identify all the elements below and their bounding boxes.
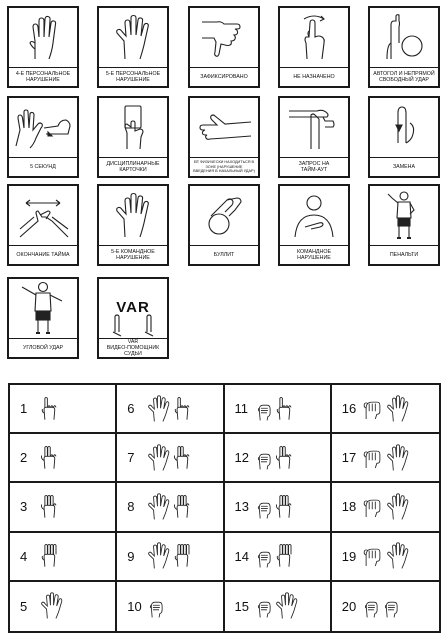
card-label: НАРУШЕНИЕ [297, 255, 331, 261]
number-cell [332, 385, 439, 434]
hand-signs [255, 444, 293, 472]
substitution-icon [370, 98, 438, 158]
hand-signs [255, 592, 299, 620]
card-label: ПЕНАЛЬТИ [389, 252, 419, 258]
number-label: 18 [341, 499, 357, 515]
hand-sign-icon [147, 542, 171, 570]
hand-signs [40, 493, 58, 521]
card-var [97, 277, 169, 359]
open-hand-icon [99, 186, 167, 246]
card-label: 4-Е ПЕРСОНАЛЬНОЕ [15, 71, 71, 77]
chest-hand-icon [280, 186, 348, 246]
card-label: НАРУШЕНИЕ [116, 77, 150, 83]
hand-sign-icon [255, 494, 273, 520]
open-hand-icon [99, 8, 167, 68]
card-label: ЗОНЕ (НАРУШЕНИЕ [205, 164, 243, 169]
card-label: 5-Е ПЕРСОНАЛЬНОЕ [105, 71, 161, 77]
hand-sign-icon [173, 444, 191, 472]
hand-sign-icon [362, 445, 384, 471]
card-5-seconds [7, 96, 79, 178]
number-label: 10 [127, 598, 142, 614]
card-team-foul [278, 184, 350, 266]
card-4th-personal-foul [7, 6, 79, 88]
hand-sign-icon [362, 593, 380, 619]
hand-signs [40, 592, 64, 620]
number-label: 1 [20, 401, 28, 417]
card-label: КАРТОЧКИ [119, 167, 147, 173]
card-label: ЗАФИКСИРОВАНО [200, 74, 248, 80]
card-label: КОМАНДНОЕ [297, 249, 331, 255]
card-penalty [368, 184, 440, 266]
hand-sign-icon [362, 396, 384, 422]
number-cell [332, 434, 439, 483]
number-label: 11 [234, 401, 248, 417]
number-label: 20 [341, 598, 357, 614]
hand-signs [147, 395, 191, 423]
hand-sign-icon [386, 395, 410, 423]
card-label: 5 СЕКУНД [30, 164, 56, 170]
number-label: 15 [234, 598, 249, 614]
hand-signs [40, 444, 58, 472]
card-label: ЗАМЕНА [392, 164, 416, 170]
number-label: 19 [341, 548, 357, 564]
number-cell [117, 533, 224, 582]
hand-sign-icon [40, 395, 58, 423]
hand-sign-icon [173, 493, 191, 521]
card-label: 5-Е КОМАНДНОЕ [111, 249, 155, 255]
number-cell [10, 533, 117, 582]
number-cell [225, 434, 332, 483]
card-not-awarded [278, 6, 350, 88]
hand-sign-icon [40, 542, 58, 570]
card-shootout [188, 184, 260, 266]
number-label: 3 [20, 499, 28, 515]
card-disciplinary-cards [97, 96, 169, 178]
hand-signs [362, 542, 410, 570]
number-cell [225, 582, 332, 631]
hand-signs [255, 493, 293, 521]
hand-sign-icon [382, 593, 400, 619]
hand-signs [147, 542, 191, 570]
timeout-t-icon [280, 98, 348, 158]
card-label: УГЛОВОЙ УДАР [22, 345, 64, 351]
card-label: ЗАПРОС НА [298, 161, 330, 167]
hand-sign-icon [362, 494, 384, 520]
number-label: 8 [127, 499, 135, 515]
hand-signs [362, 493, 410, 521]
number-cell [117, 483, 224, 532]
hand-sign-icon [255, 543, 273, 569]
card-recorded [188, 6, 260, 88]
number-label: 12 [234, 450, 249, 466]
hand-sign-icon [386, 444, 410, 472]
rotating-finger-icon [280, 8, 348, 68]
card-end-of-half [7, 184, 79, 266]
hand-sign-icon [173, 395, 191, 423]
card-label: ОКОНЧАНИЕ ТАЙМА [16, 252, 70, 258]
number-cell [332, 533, 439, 582]
number-cell [117, 385, 224, 434]
number-label: 14 [234, 548, 249, 564]
card-corner-kick [7, 277, 79, 359]
number-cell [10, 582, 117, 631]
number-label: 5 [20, 598, 28, 614]
number-label: 13 [234, 499, 249, 515]
card-label: СВОБОДНЫЙ УДАР [379, 77, 429, 83]
hand-sign-icon [147, 493, 171, 521]
number-cell [117, 434, 224, 483]
card-label: ВВЕДЕНИЯ В НАЧАЛЬНЫЙ УДАР) [193, 169, 255, 174]
referee-corner-icon [9, 279, 77, 339]
hand-sign-icon [40, 592, 64, 620]
crossed-arms-icon [9, 186, 77, 246]
number-cell [332, 582, 439, 631]
hand-sign-icon [40, 493, 58, 521]
penalty-ball-icon [190, 186, 258, 246]
hand-sign-icon [40, 444, 58, 472]
hand-sign-icon [275, 395, 293, 423]
card-label: ДИСЦИПЛИНАРНЫЕ [106, 161, 160, 167]
number-label: 2 [20, 450, 28, 466]
hand-sign-icon [255, 445, 273, 471]
number-label: 4 [20, 548, 28, 564]
four-fingers-hand-icon [9, 8, 77, 68]
card-label: НАРУШЕНИЕ [116, 255, 150, 261]
hand-sign-icon [386, 493, 410, 521]
hand-signs [147, 444, 191, 472]
card-5th-personal-foul [97, 6, 169, 88]
hand-signs [362, 444, 410, 472]
hand-signs [147, 493, 191, 521]
number-signals-table [8, 383, 441, 633]
hand-signs [362, 593, 400, 619]
hand-signs [40, 395, 58, 423]
number-cell [225, 483, 332, 532]
hand-sign-icon [147, 444, 171, 472]
card-label: ВИДЕО-ПОМОЩНИК СУДЬИ [106, 345, 160, 357]
hand-signs [147, 593, 165, 619]
hand-signs [255, 395, 293, 423]
number-label: 17 [341, 450, 357, 466]
number-cell [10, 483, 117, 532]
hand-sign-icon [275, 542, 293, 570]
hand-signs [362, 395, 410, 423]
hand-sign-icon [275, 444, 293, 472]
hand-sign-icon [255, 396, 273, 422]
extended-arm-icon [190, 98, 258, 158]
hand-sign-icon [147, 593, 165, 619]
hand-sign-icon [275, 592, 299, 620]
number-cell [10, 385, 117, 434]
number-cell [117, 582, 224, 631]
card-timeout-request [278, 96, 350, 178]
hand-sign-icon [255, 593, 273, 619]
hand-sign-icon [386, 542, 410, 570]
card-substitution [368, 96, 440, 178]
hand-sign-icon [275, 493, 293, 521]
card-label: ЕЁ ФИЗИЧЕСКИ НАХОДИТЬСЯ В [193, 160, 255, 165]
card-label: VAR [127, 339, 139, 345]
number-label: 6 [127, 401, 135, 417]
pointing-down-hand-icon [190, 8, 258, 68]
card-icon [99, 98, 167, 158]
card-label: БУЛЛИТ [213, 252, 235, 258]
card-label: АВТОГОЛ И НЕПРЯМОЙ [373, 71, 435, 77]
card-label: ТАЙМ-АУТ [300, 167, 328, 173]
number-label: 7 [127, 450, 135, 466]
number-label: 9 [127, 548, 135, 564]
hand-signs [255, 542, 293, 570]
card-5th-team-foul [97, 184, 169, 266]
card-label: НАРУШЕНИЕ [26, 77, 60, 83]
hand-signs [40, 542, 58, 570]
card-own-goal [368, 6, 440, 88]
hand-sign-icon [173, 542, 191, 570]
hand-sign-icon [147, 395, 171, 423]
number-cell [225, 533, 332, 582]
var-title: VAR [116, 299, 150, 316]
counting-hand-icon [9, 98, 77, 158]
raised-arm-ball-icon [370, 8, 438, 68]
hand-sign-icon [362, 543, 384, 569]
card-zone-violation [188, 96, 260, 178]
card-label: НЕ НАЗНАЧЕНО [293, 74, 335, 80]
number-cell [225, 385, 332, 434]
number-label: 16 [341, 401, 357, 417]
number-cell [332, 483, 439, 532]
referee-pointing-icon [370, 186, 438, 246]
number-cell [10, 434, 117, 483]
